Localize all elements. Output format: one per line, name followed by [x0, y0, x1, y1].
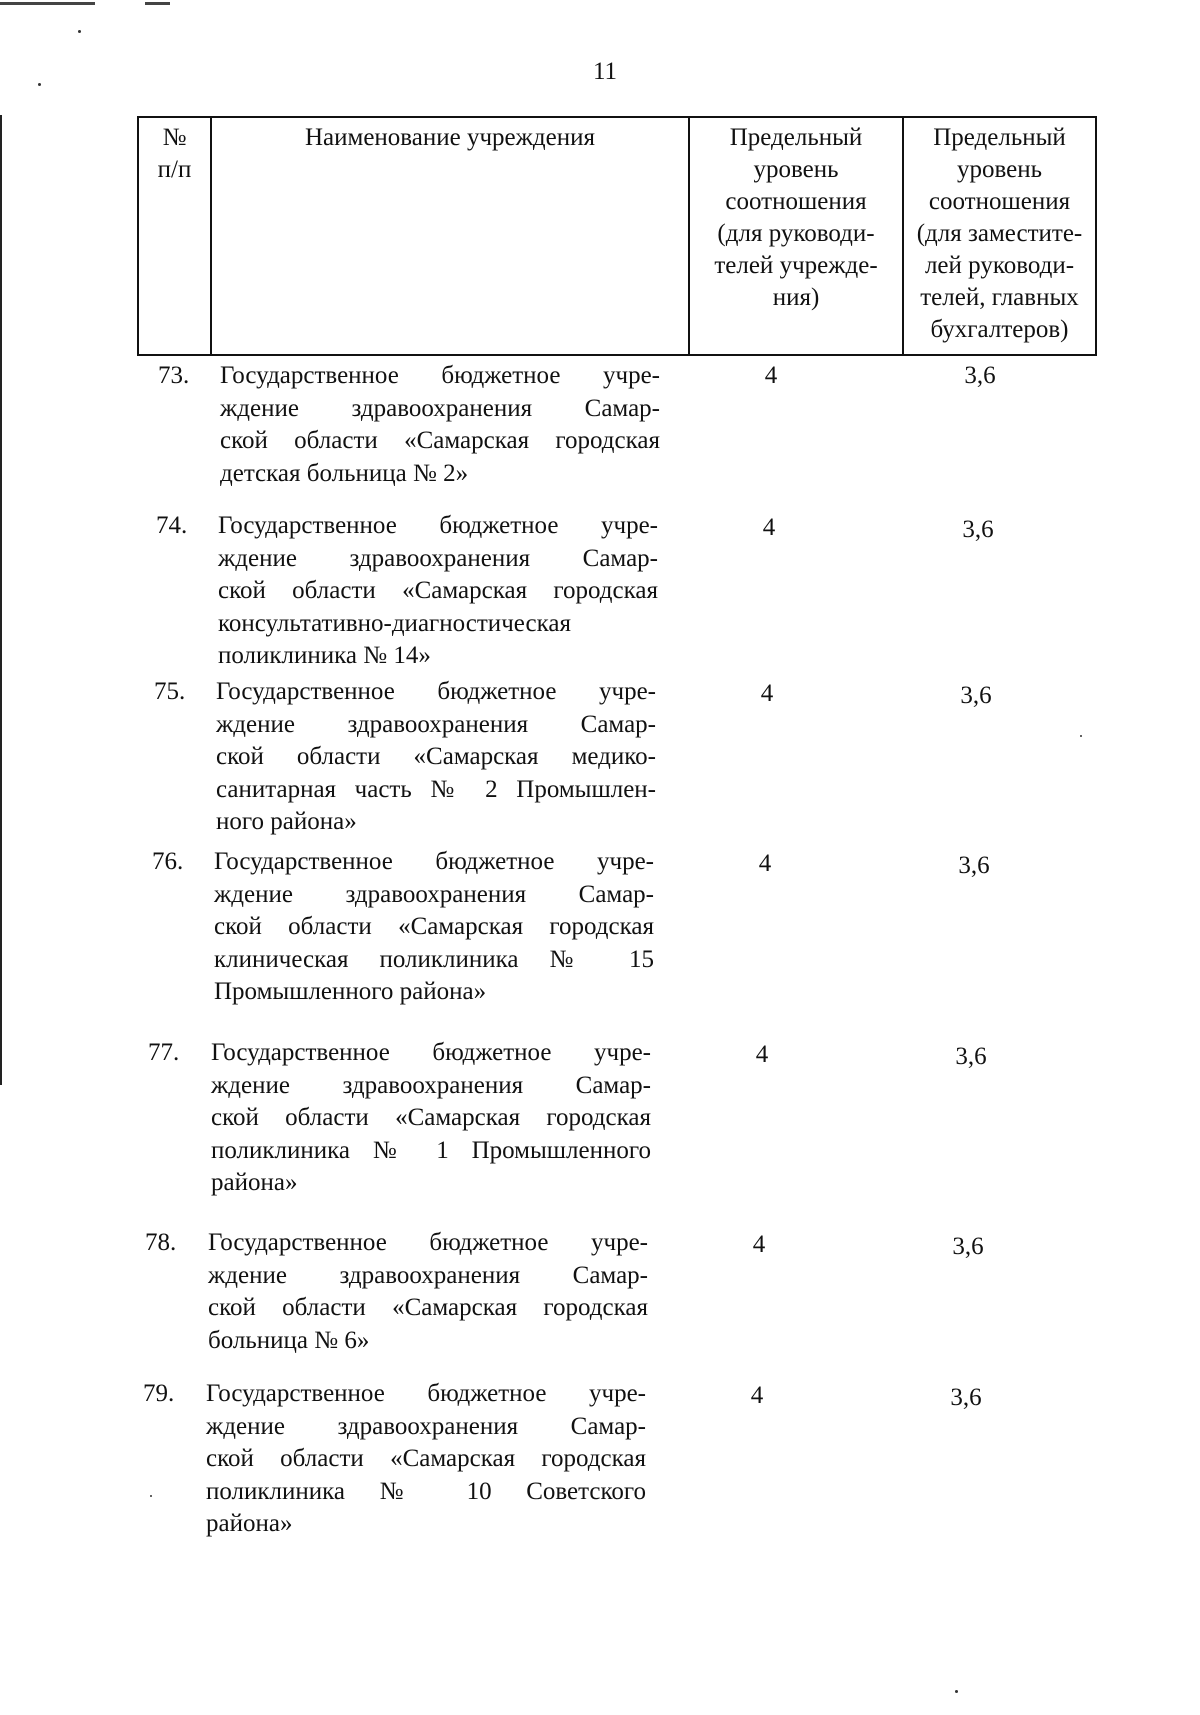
head-ratio-value: 4	[762, 514, 776, 541]
header-text: соотношения	[725, 188, 867, 215]
name-line: ждение здравоохранения Самар-	[220, 394, 660, 422]
name-line: ждение здравоохранения Самар-	[211, 1071, 651, 1099]
row-institution-name	[220, 360, 660, 490]
head-ratio-value: 4	[764, 362, 778, 389]
header-text: уровень	[956, 156, 1043, 183]
header-text: Предельный	[729, 124, 863, 151]
deputy-ratio-value: 3,6	[960, 682, 992, 709]
header-text: ния)	[772, 284, 820, 311]
scan-artifact-dot	[955, 1690, 958, 1693]
row-institution-name	[211, 1037, 651, 1200]
name-line: Государственное бюджетное учре-	[220, 362, 660, 389]
name-line: ного района»	[216, 808, 357, 835]
header-text: лей руководи-	[924, 252, 1075, 279]
scan-artifact-dot	[150, 1495, 152, 1497]
name-line: детская больница № 2»	[220, 459, 469, 487]
header-text: Наименование учреждения	[304, 124, 595, 151]
name-line: Государственное бюджетное учре-	[216, 678, 656, 705]
deputy-ratio-value: 3,6	[950, 1384, 982, 1411]
header-text: п/п	[157, 156, 192, 183]
name-line: ской области «Самарская медико-	[216, 743, 656, 770]
row-number: 77.	[148, 1039, 180, 1066]
name-line: Промышленного района»	[214, 978, 487, 1005]
header-text: (для заместите-	[916, 220, 1083, 247]
name-line: консультативно-диагностическая	[218, 609, 571, 637]
header-text: уровень	[753, 156, 839, 183]
header-text: №	[162, 124, 187, 151]
deputy-ratio-value: 3,6	[952, 1233, 984, 1260]
name-line: Государственное бюджетное учре-	[211, 1039, 651, 1066]
head-ratio-value: 4	[752, 1231, 766, 1258]
head-ratio-value: 4	[750, 1382, 764, 1409]
name-line: больница № 6»	[208, 1326, 370, 1354]
name-line: ской области «Самарская городская	[218, 577, 658, 604]
row-number: 78.	[145, 1229, 177, 1256]
header-text: соотношения	[928, 188, 1071, 215]
deputy-ratio-value: 3,6	[962, 516, 994, 543]
name-line: Государственное бюджетное учре-	[208, 1229, 648, 1256]
name-line: района»	[211, 1169, 298, 1196]
name-line: ской области «Самарская городская	[211, 1104, 651, 1131]
row-number: 75.	[154, 678, 186, 705]
head-ratio-value: 4	[755, 1041, 769, 1068]
header-text: Предельный	[933, 124, 1066, 151]
name-line: района»	[206, 1510, 293, 1537]
name-line: поликлиника № 14»	[218, 642, 431, 669]
row-number: 76.	[152, 848, 184, 875]
row-institution-name	[208, 1227, 648, 1357]
row-number: 79.	[143, 1380, 175, 1407]
header-text: (для руководи-	[717, 220, 875, 247]
head-ratio-value: 4	[760, 680, 774, 707]
name-line: ждение здравоохранения Самар-	[214, 880, 654, 908]
deputy-ratio-value: 3,6	[955, 1043, 987, 1070]
name-line: санитарная часть № 2 Промышлен-	[216, 775, 656, 803]
row-institution-name	[218, 510, 658, 673]
name-line: ждение здравоохранения Самар-	[216, 710, 656, 738]
header-text: бухгалтеров)	[930, 316, 1069, 343]
name-line: ской области «Самарская городская	[206, 1445, 646, 1472]
name-line: Государственное бюджетное учре-	[218, 512, 658, 539]
name-line: ской области «Самарская городская	[220, 427, 660, 454]
row-number: 74.	[156, 512, 188, 539]
row-institution-name	[214, 846, 654, 1009]
scan-artifact-dot	[1080, 735, 1082, 737]
name-line: поликлиника № 10 Советского	[206, 1477, 646, 1505]
name-line: поликлиника № 1 Промышленного	[211, 1136, 651, 1164]
head-ratio-value: 4	[758, 850, 772, 877]
name-line: ждение здравоохранения Самар-	[208, 1261, 648, 1289]
deputy-ratio-value: 3,6	[964, 362, 996, 389]
name-line: клиническая поликлиника № 15	[214, 945, 654, 973]
row-institution-name	[206, 1378, 646, 1541]
name-line: ской области «Самарская городская	[214, 913, 654, 940]
header-text: телей учрежде-	[714, 252, 878, 279]
name-line: ской области «Самарская городская	[208, 1294, 648, 1321]
name-line: ждение здравоохранения Самар-	[218, 544, 658, 572]
header-text: телей, главных	[920, 284, 1079, 311]
name-line: ждение здравоохранения Самар-	[206, 1412, 646, 1440]
row-number: 73.	[158, 362, 190, 389]
page-number: 11	[592, 58, 618, 85]
row-institution-name	[216, 676, 656, 839]
name-line: Государственное бюджетное учре-	[206, 1380, 646, 1407]
deputy-ratio-value: 3,6	[958, 852, 990, 879]
name-line: Государственное бюджетное учре-	[214, 848, 654, 875]
